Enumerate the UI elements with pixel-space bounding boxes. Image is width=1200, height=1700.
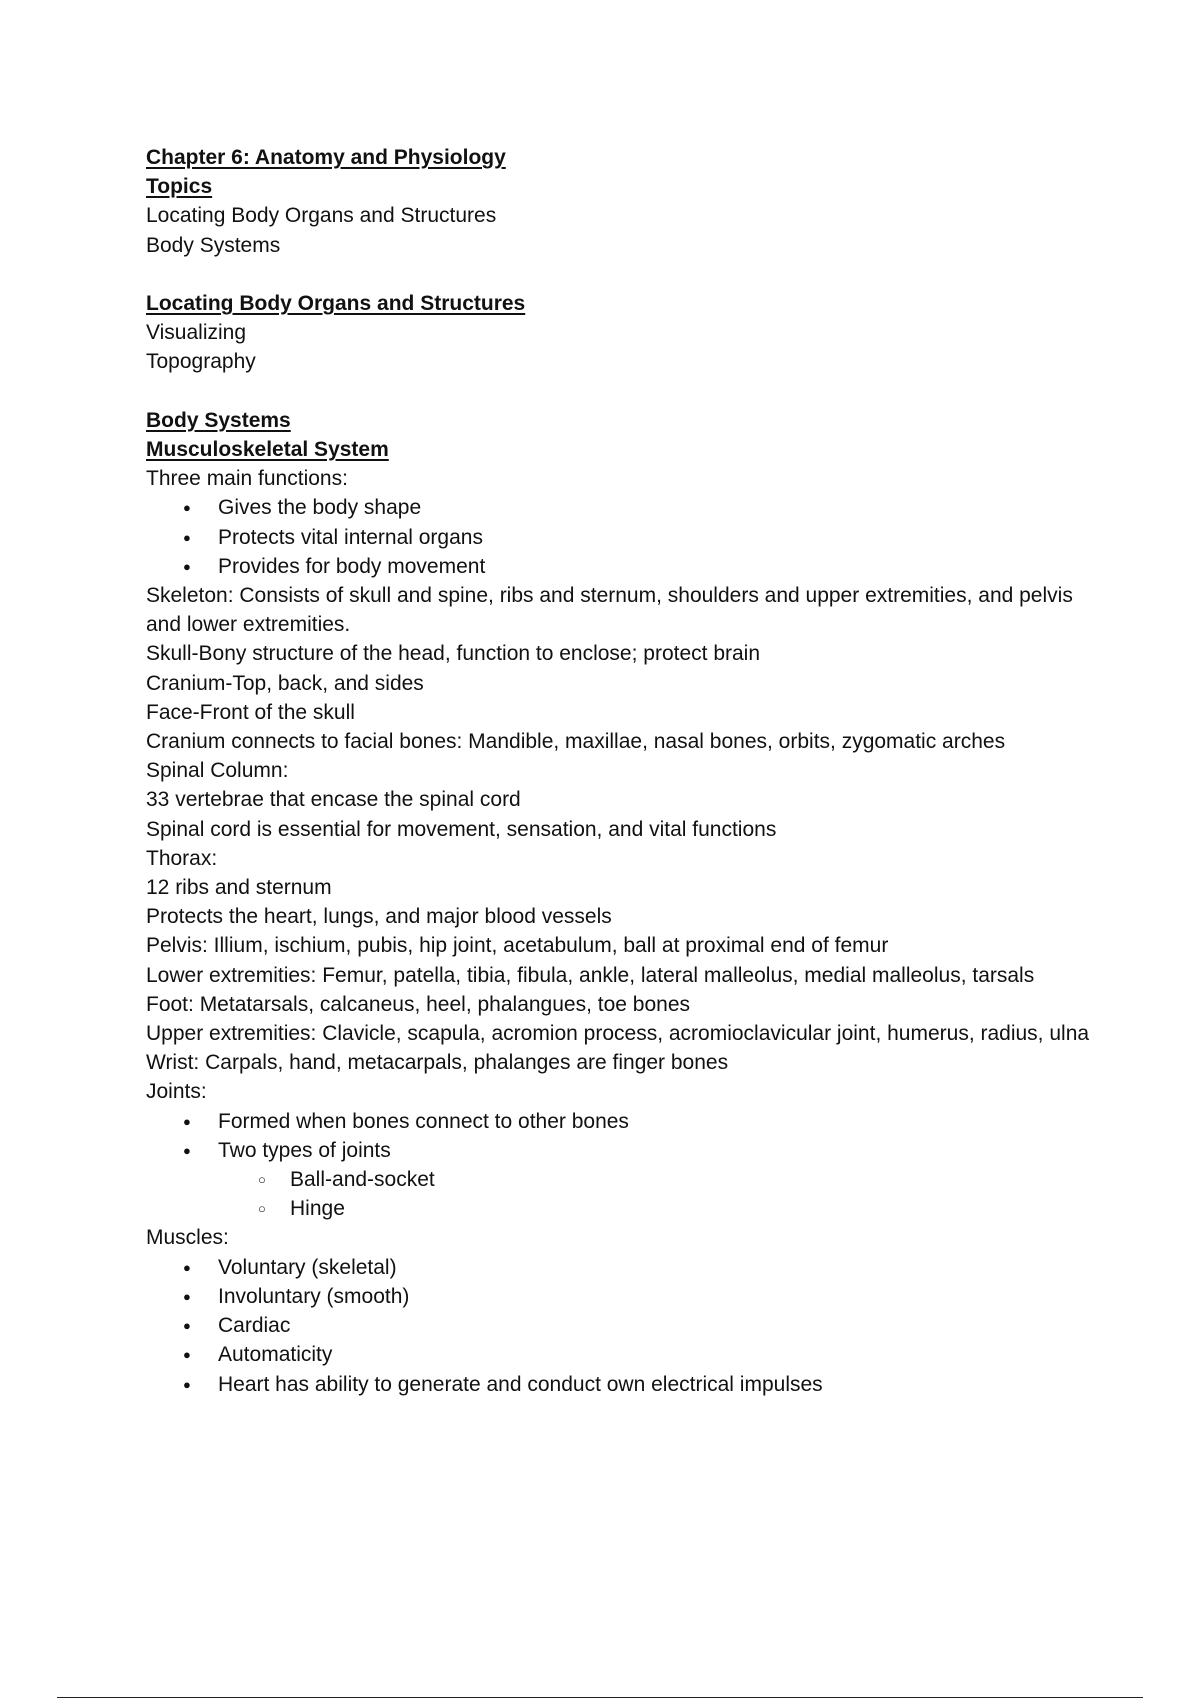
spacer [146, 260, 1106, 289]
list-item: ● Voluntary (skeletal) [218, 1253, 1106, 1282]
list-item: ● Heart has ability to generate and conduct own electrical impulses [218, 1370, 1106, 1399]
locating-item: Visualizing [146, 321, 247, 345]
paragraph-line: Joints: [146, 1080, 207, 1104]
paragraph-line: Spinal cord is essential for movement, sensation, and vital functions [146, 817, 777, 841]
list-item: ● Automaticity [218, 1340, 1106, 1369]
joint-types-wrapper [146, 1165, 1106, 1223]
paragraph-line: Protects the heart, lungs, and major blood vessels [146, 905, 612, 929]
locating-item: Topography [146, 350, 256, 374]
paragraph-line: Cranium connects to facial bones: Mandible, maxillae, nasal bones, orbits, zygomatic arches [146, 730, 1006, 754]
list-item: ● Cardiac [218, 1311, 1106, 1340]
list-item: ○ Ball-and-socket [290, 1165, 1106, 1194]
paragraph-line: Thorax: [146, 846, 218, 870]
list-item: ○ Hinge [290, 1194, 1106, 1223]
footer-rule [57, 1697, 1143, 1698]
list-item: ● Formed when bones connect to other bones [218, 1107, 1106, 1136]
paragraph-line: Lower extremities: Femur, patella, tibia, fibula, ankle, lateral malleolus, medial malleolus, tarsals [146, 963, 1035, 987]
paragraph-line: Spinal Column: [146, 759, 289, 783]
paragraph-line: Upper extremities: Clavicle, scapula, acromion process, acromioclavicular joint, humerus, radius, ulna [146, 1022, 1090, 1046]
list-item: ● Protects vital internal organs [218, 523, 1106, 552]
locating-heading: Locating Body Organs and Structures [146, 292, 526, 315]
spacer [146, 377, 1106, 406]
body-systems-heading: Body Systems [146, 408, 291, 432]
document-page [146, 143, 1106, 1399]
list-item: ● Involuntary (smooth) [218, 1282, 1106, 1311]
list-item: ● Provides for body movement [218, 552, 1106, 581]
topics-heading: Topics [146, 175, 213, 199]
list-item: ● Two types of joints [218, 1136, 1106, 1165]
paragraph-line: Skull-Bony structure of the head, function to enclose; protect brain [146, 642, 761, 666]
joints-list [146, 1107, 1106, 1165]
list-item: ● Gives the body shape [218, 493, 1106, 522]
paragraph-line: Skeleton: Consists of skull and spine, ribs and sternum, shoulders and upper extremities, and pelvis and lower extremities. [146, 584, 1073, 637]
paragraph-line: Foot: Metatarsals, calcaneus, heel, phalangues, toe bones [146, 992, 691, 1016]
paragraph-line: Cranium-Top, back, and sides [146, 671, 424, 695]
paragraph-line: Pelvis: Illium, ischium, pubis, hip joint, acetabulum, ball at proximal end of femur [146, 934, 889, 958]
chapter-title: Chapter 6: Anatomy and Physiology [146, 146, 506, 169]
paragraph-line: Face-Front of the skull [146, 700, 355, 724]
muscles-intro: Muscles: [146, 1226, 229, 1250]
functions-intro: Three main functions: [146, 467, 348, 491]
paragraph-line: 33 vertebrae that encase the spinal cord [146, 788, 521, 812]
topic-item: Body Systems [146, 233, 281, 257]
musculoskeletal-heading: Musculoskeletal System [146, 438, 389, 461]
paragraph-line: 12 ribs and sternum [146, 876, 332, 900]
muscles-list [146, 1253, 1106, 1399]
paragraph-line: Wrist: Carpals, hand, metacarpals, phalanges are finger bones [146, 1051, 729, 1075]
joint-types-list [218, 1165, 1106, 1223]
topic-item: Locating Body Organs and Structures [146, 204, 497, 228]
functions-list [146, 493, 1106, 581]
